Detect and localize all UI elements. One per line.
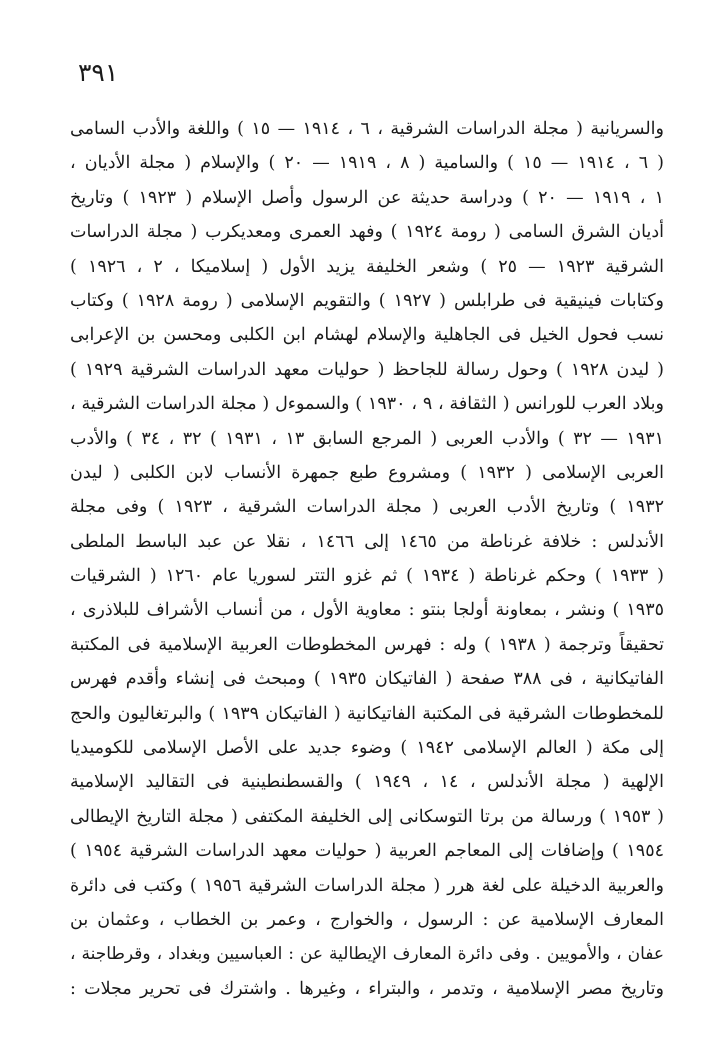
- text-line: ( ليدن ١٩٢٨ ) وحول رسالة للجاحظ ( حوليات معهد الدراسات الشرقية ١٩٢٩ ): [70, 359, 664, 380]
- text-line: العربى الإسلامى ( ١٩٣٢ ) ومشروع طبع جمهرة الأنساب لابن الكلبى ( ليدن: [70, 462, 664, 483]
- body-text: [70, 112, 664, 1006]
- text-line: الأندلس : خلافة غرناطة من ١٤٦٥ إلى ١٤٦٦ ، نقلا عن عبد الباسط الملطى: [70, 531, 664, 552]
- text-line: أديان الشرق السامى ( رومة ١٩٢٤ ) وفهد العمرى ومعديكرب ( مجلة الدراسات: [70, 222, 664, 243]
- text-line: ١ ، ١٩١٩ — ٢٠ ) ودراسة حديثة عن الرسول وأصل الإسلام ( ١٩٢٣ ) وتاريخ: [70, 187, 664, 208]
- text-line: ١٩٣٥ ) ونشر ، بمعاونة أولجا بنتو : معاوية الأول ، من أنساب الأشراف للبلاذرى ،: [70, 600, 664, 621]
- text-line: وبلاد العرب للورانس ( الثقافة ، ٩ ، ١٩٣٠ ) والسموءل ( مجلة الدراسات الشرقية ،: [70, 394, 664, 415]
- text-line: ١٩٥٤ ) وإضافات إلى المعاجم العربية ( حوليات معهد الدراسات الشرقية ١٩٥٤ ): [70, 841, 664, 862]
- text-line: تحقيقاً وترجمة ( ١٩٣٨ ) وله : فهرس المخطوطات العربية الإسلامية فى المكتبة: [70, 634, 664, 655]
- text-line: للمخطوطات الشرقية فى المكتبة الفاتيكانية ( الفاتيكان ١٩٣٩ ) والبرتغاليون والحج: [70, 703, 664, 724]
- text-line: الإلهية ( مجلة الأندلس ، ١٤ ، ١٩٤٩ ) والقسطنطينية فى التقاليد الإسلامية: [70, 772, 664, 793]
- text-line: ( ٦ ، ١٩١٤ — ١٥ ) والسامية ( ٨ ، ١٩١٩ — ٢٠ ) والإسلام ( مجلة الأديان ،: [70, 153, 664, 174]
- page-number: ٣٩١: [78, 58, 119, 87]
- text-line: الشرقية ١٩٢٣ — ٢٥ ) وشعر الخليفة يزيد الأول ( إسلاميكا ، ٢ ، ١٩٢٦ ): [70, 256, 664, 277]
- text-line: وكتابات فينيقية فى طرابلس ( ١٩٢٧ ) والتقويم الإسلامى ( رومة ١٩٢٨ ) وكتاب: [70, 290, 664, 311]
- text-line: نسب فحول الخيل فى الجاهلية والإسلام لهشام ابن الكلبى ومحسن بن الإعرابى: [70, 325, 664, 346]
- text-line: والسريانية ( مجلة الدراسات الشرقية ، ٦ ، ١٩١٤ — ١٥ ) واللغة والأدب السامى: [70, 119, 664, 139]
- text-line: إلى مكة ( العالم الإسلامى ١٩٤٢ ) وضوء جديد على الأصل الإسلامى للكوميديا: [70, 738, 664, 759]
- text-line: والعربية الدخيلة على لغة هرر ( مجلة الدراسات الشرقية ١٩٥٦ ) وكتب فى دائرة: [70, 875, 664, 896]
- text-line: عفان ، والأمويين . وفى دائرة المعارف الإيطالية عن : العباسيين وبغداد ، وقرطاجنة ،: [70, 944, 664, 965]
- text-line: المعارف الإسلامية عن : الرسول ، والخوارج ، وعمر بن الخطاب ، وعثمان بن: [70, 909, 664, 930]
- text-line: ( ١٩٥٣ ) ورسالة من برتا التوسكانى إلى الخليفة المكتفى ( مجلة التاريخ الإيطالى: [70, 806, 664, 827]
- text-line: ١٩٣١ — ٣٢ ) والأدب العربى ( المرجع السابق ١٣ ، ١٩٣١ ) ٣٢ ، ٣٤ ) والأدب: [70, 428, 664, 449]
- text-line: الفاتيكانية ، فى ٣٨٨ صفحة ( الفاتيكان ١٩٣٥ ) ومبحث فى إنشاء وأقدم فهرس: [70, 669, 664, 690]
- text-line: ( ١٩٣٣ ) وحكم غرناطة ( ١٩٣٤ ) ثم غزو التتر لسوريا عام ١٢٦٠ ( الشرقيات: [70, 566, 664, 587]
- text-line: ١٩٣٢ ) وتاريخ الأدب العربى ( مجلة الدراسات الشرقية ، ١٩٢٣ ) وفى مجلة: [70, 497, 664, 518]
- text-line: وتاريخ مصر الإسلامية ، وتدمر ، والبتراء ، وغيرها . واشترك فى تحرير مجلات :: [70, 978, 664, 999]
